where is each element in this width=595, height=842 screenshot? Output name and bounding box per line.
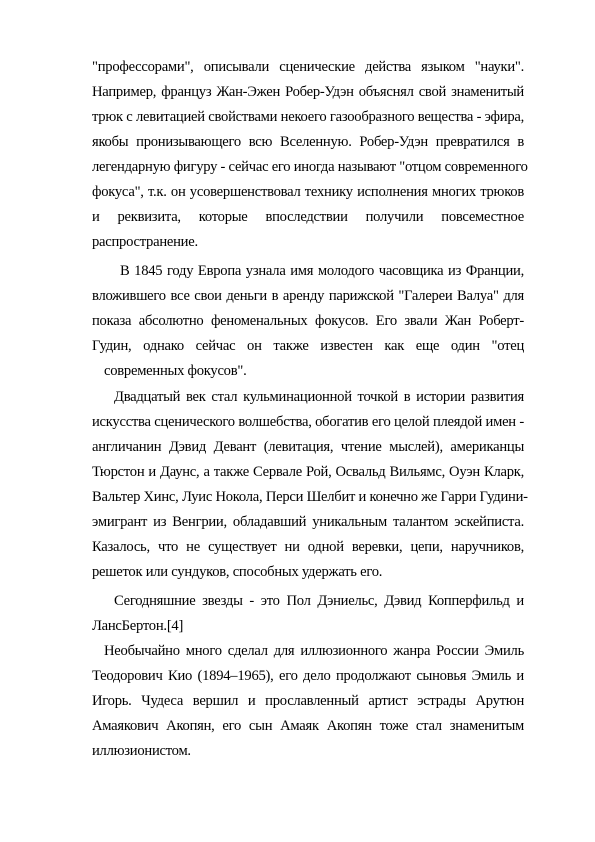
- text-line: Сегодняшние звезды - это Пол Дэниельс, Дэвид Копперфильд и: [114, 593, 524, 609]
- text-line: Игорь. Чудеса вершил и прославленный артист эстрады Арутюн: [92, 693, 524, 709]
- text-line: решеток или сундуков, способных удержать его.: [92, 564, 383, 580]
- text-line: трюк с левитацией свойствами некоего газообразного вещества - эфира,: [92, 109, 524, 125]
- text-line: Вальтер Хинс, Луис Нокола, Перси Шелбит и конечно же Гарри Гудини-: [92, 489, 528, 505]
- text-line: вложившего все свои деньги в аренду парижской "Галереи Валуа" для: [92, 288, 524, 304]
- text-line: Теодорович Кио (1894–1965), его дело продолжают сыновья Эмиль и: [92, 668, 524, 684]
- text-line: распространение.: [92, 234, 198, 250]
- text-line: Необычайно много сделал для иллюзионного жанра России Эмиль: [104, 643, 524, 659]
- text-line: и реквизита, которые впоследствии получили повсеместное: [92, 209, 524, 225]
- text-line: Например, француз Жан-Эжен Робер-Удэн объяснял свой знаменитый: [92, 84, 524, 100]
- text-line: англичанин Дэвид Девант (левитация, чтение мыслей), американцы: [92, 439, 524, 455]
- text-line: В 1845 году Европа узнала имя молодого часовщика из Франции,: [120, 263, 524, 279]
- text-line: Двадцатый век стал кульминационной точкой в истории развития: [114, 389, 524, 405]
- text-line: иллюзионистом.: [92, 743, 191, 759]
- text-line: якобы пронизывающего всю Вселенную. Робер-Удэн превратился в: [92, 134, 524, 150]
- text-line: искусства сценического волшебства, обогатив его целой плеядой имен -: [92, 414, 524, 430]
- text-line: Амаякович Акопян, его сын Амаяк Акопян тоже стал знаменитым: [92, 718, 524, 734]
- text-line: легендарную фигуру - сейчас его иногда называют "отцом современного: [92, 159, 528, 175]
- text-line: Казалось, что не существует ни одной веревки, цепи, наручников,: [92, 539, 524, 555]
- text-line: Тюрстон и Даунс, а также Сервале Рой, Освальд Вильямс, Оуэн Кларк,: [92, 464, 524, 480]
- text-line: "профессорами", описывали сценические действа языком "науки".: [92, 59, 524, 75]
- text-line: эмигрант из Венгрии, обладавший уникальным талантом эскейписта.: [92, 514, 524, 530]
- text-line: ЛансБертон.[4]: [92, 618, 184, 634]
- text-line: показа абсолютно феноменальных фокусов. Его звали Жан Роберт-: [92, 313, 524, 329]
- text-line: Гудин, однако сейчас он также известен как еще один "отец: [92, 338, 524, 354]
- text-line: современных фокусов".: [104, 363, 247, 379]
- text-line: фокуса", т.к. он усовершенствовал технику исполнения многих трюков: [92, 184, 524, 200]
